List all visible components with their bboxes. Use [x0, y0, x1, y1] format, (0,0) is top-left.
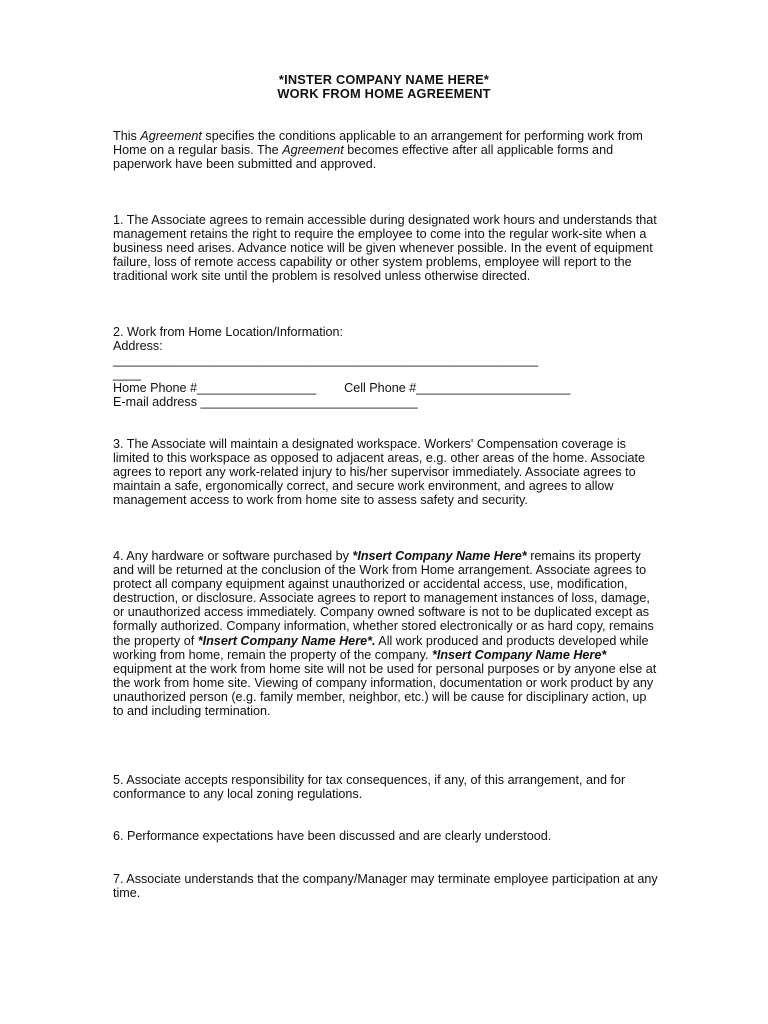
- section-4-text-3: All work produced and products developed while working from home, remain the property of the company.: [113, 633, 649, 662]
- cell-phone-field[interactable]: Cell Phone #______________________: [344, 381, 571, 396]
- section-7-paragraph: 7. Associate understands that the company/Manager may terminate employee participation at any time.: [113, 872, 658, 901]
- section-6-paragraph: 6. Performance expectations have been discussed and are clearly understood.: [113, 829, 552, 843]
- section-2-block: [113, 325, 658, 410]
- intro-paragraph: [113, 129, 658, 171]
- section-5-paragraph: 5. Associate accepts responsibility for tax consequences, if any, of this arrangement, and for conformance to any local zoning regulations.: [113, 773, 626, 802]
- section-1-paragraph: 1. The Associate agrees to remain accessible during designated work hours and understands that management retains the right to require the employee to come into the regular work-site when a business need arises. Advance notice will be given whenever possible. In the event of equipment failure, loss of remote access capability or other system problems, employee will report to the traditional work site until the problem is resolved unless otherwise directed.: [113, 213, 657, 284]
- company-name-placeholder-3: *Insert Company Name Here*: [431, 647, 607, 662]
- intro-text-1: This: [113, 129, 141, 143]
- address-field-line-cont[interactable]: ____: [113, 367, 142, 382]
- address-field-line[interactable]: ______________________________________________________________: [113, 353, 538, 368]
- company-name-placeholder-1: *Insert Company Name Here*: [352, 549, 527, 563]
- company-name-placeholder-2: *Insert Company Name Here*.: [197, 633, 376, 648]
- section-4-text-1: 4. Any hardware or software purchased by: [113, 549, 353, 563]
- document-title: WORK FROM HOME AGREEMENT: [277, 86, 491, 101]
- intro-agreement-2: Agreement: [282, 143, 344, 158]
- section-4-paragraph: [113, 549, 658, 718]
- section-4-text-2: remains its property and will be returned at the conclusion of the Work from Home arrangement. Associate agrees to protect all company equipment against unauthorized or accidental access, use, modification, destruction, or disclosure. Associate agrees to report to management instances of loss, damage, or unauthorized access immediately. Company owned software is not to be duplicated except as formally authorized. Company information, whether stored electronically or as hard copy, remains the property of: [113, 549, 654, 648]
- intro-agreement-1: Agreement: [140, 129, 202, 143]
- address-label: Address:: [113, 339, 163, 354]
- intro-text-2: specifies the conditions applicable to an arrangement for performing work from Home on a regular basis. The: [113, 129, 643, 158]
- section-2-heading: 2. Work from Home Location/Information:: [113, 325, 344, 339]
- home-phone-field[interactable]: Home Phone #_________________: [113, 381, 317, 396]
- section-3-paragraph: 3. The Associate will maintain a designated workspace. Workers' Compensation coverage is limited to this workspace as opposed to adjacent areas, e.g. other areas of the home. Associate agrees to report any work-related injury to his/her supervisor immediately. Associate agrees to maintain a safe, ergonomically correct, and secure work environment, and agrees to allow management access to work from home site to assess safety and security.: [113, 437, 646, 508]
- company-name-placeholder: *INSTER COMPANY NAME HERE*: [278, 72, 490, 87]
- phone-row-gap: [316, 381, 344, 395]
- section-4-text-4: equipment at the work from home site will not be used for personal purposes or by anyone else at the work from home site. Viewing of company information, documentation or work product by any unauthorized person (e.g. family member, neighbor, etc.) will be cause for disciplinary action, up to and including termination.: [113, 661, 657, 719]
- intro-text-3: becomes effective after all applicable forms and paperwork have been submitted and approved.: [113, 143, 614, 172]
- email-field[interactable]: E-mail address _______________________________: [113, 395, 418, 410]
- phone-row: [113, 381, 658, 395]
